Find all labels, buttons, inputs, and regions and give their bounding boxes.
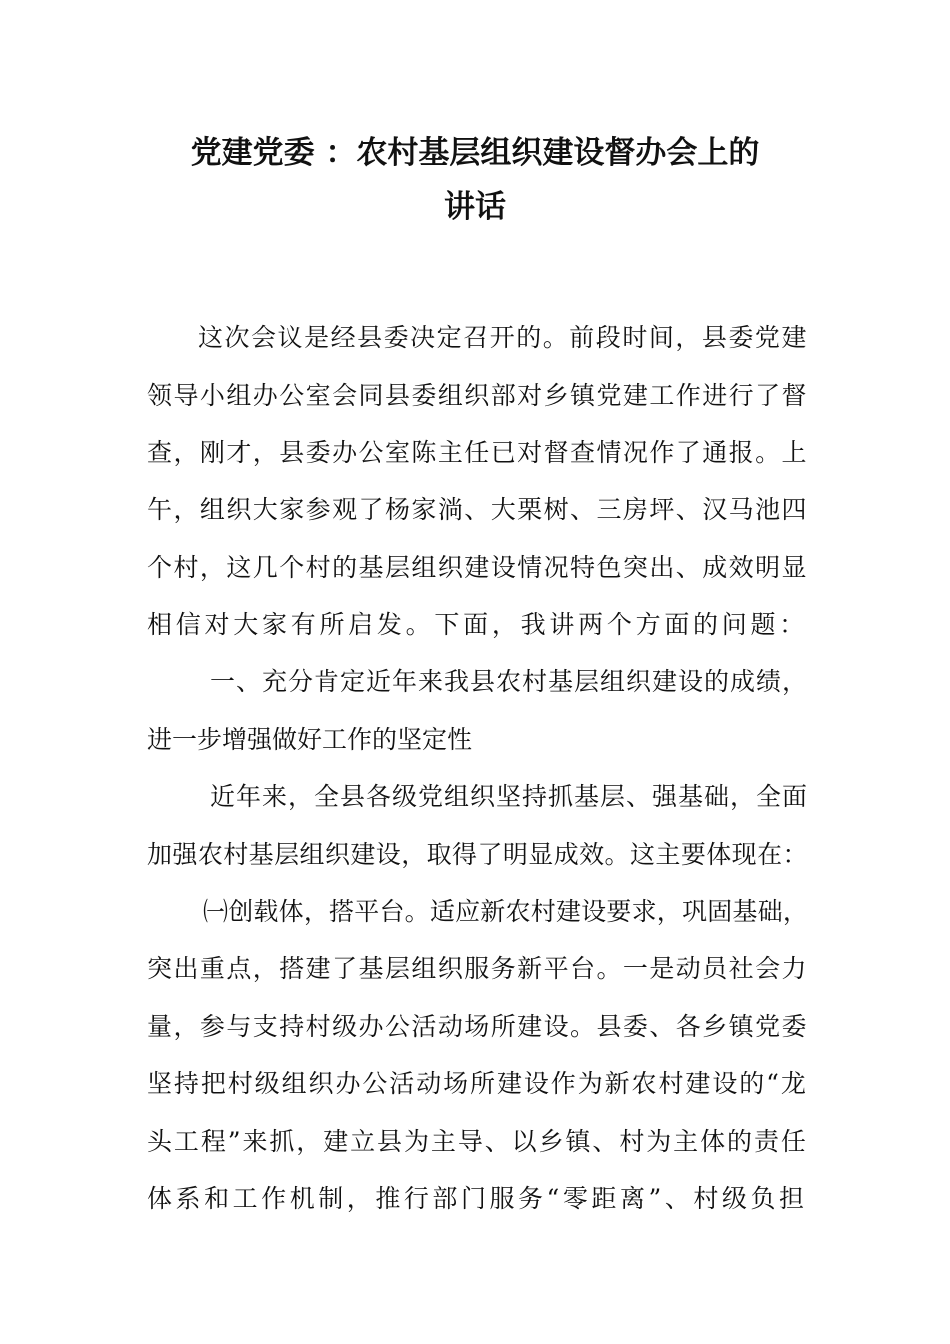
- body-line: 个村，这几个村的基层组织建设情况特色突出、成效明显: [147, 553, 809, 582]
- body-line: 相信对大家有所启发。下面，我讲两个方面的问题：: [147, 610, 809, 639]
- body-line: 午，组织大家参观了杨家淌、大栗树、三房坪、汉马池四: [147, 495, 809, 524]
- body-line: 加强农村基层组织建设，取得了明显成效。这主要体现在：: [147, 840, 808, 869]
- body-line: 体系和工作机制，推行部门服务“零距离”、村级负担: [147, 1184, 808, 1213]
- body-line: 领导小组办公室会同县委组织部对乡镇党建工作进行了督: [147, 381, 809, 410]
- body-line: 这次会议是经县委决定召开的。前段时间，县委党建: [198, 323, 808, 352]
- body-line: ㈠创载体，搭平台。适应新农村建设要求，巩固基础，: [203, 897, 809, 926]
- section-heading-line: 进一步增强做好工作的坚定性: [147, 725, 473, 754]
- body-line: 坚持把村级组织办公活动场所建设作为新农村建设的“龙: [147, 1069, 808, 1098]
- body-line: 量，参与支持村级办公活动场所建设。县委、各乡镇党委: [147, 1012, 809, 1041]
- body-line: 查，刚才，县委办公室陈主任已对督查情况作了通报。上: [147, 438, 809, 467]
- body-line: 近年来，全县各级党组织坚持抓基层、强基础，全面: [210, 782, 809, 811]
- document-title-line-1: 党建党委 ：农村基层组织建设督办会上的: [190, 135, 760, 171]
- body-line: 头工程”来抓，建立县为主导、以乡镇、村为主体的责任: [147, 1127, 808, 1156]
- body-line: 突出重点，搭建了基层组织服务新平台。一是动员社会力: [147, 954, 809, 983]
- document-title-line-2: 讲话: [444, 189, 506, 225]
- section-heading-line: 一、充分肯定近年来我县农村基层组织建设的成绩，: [210, 667, 809, 696]
